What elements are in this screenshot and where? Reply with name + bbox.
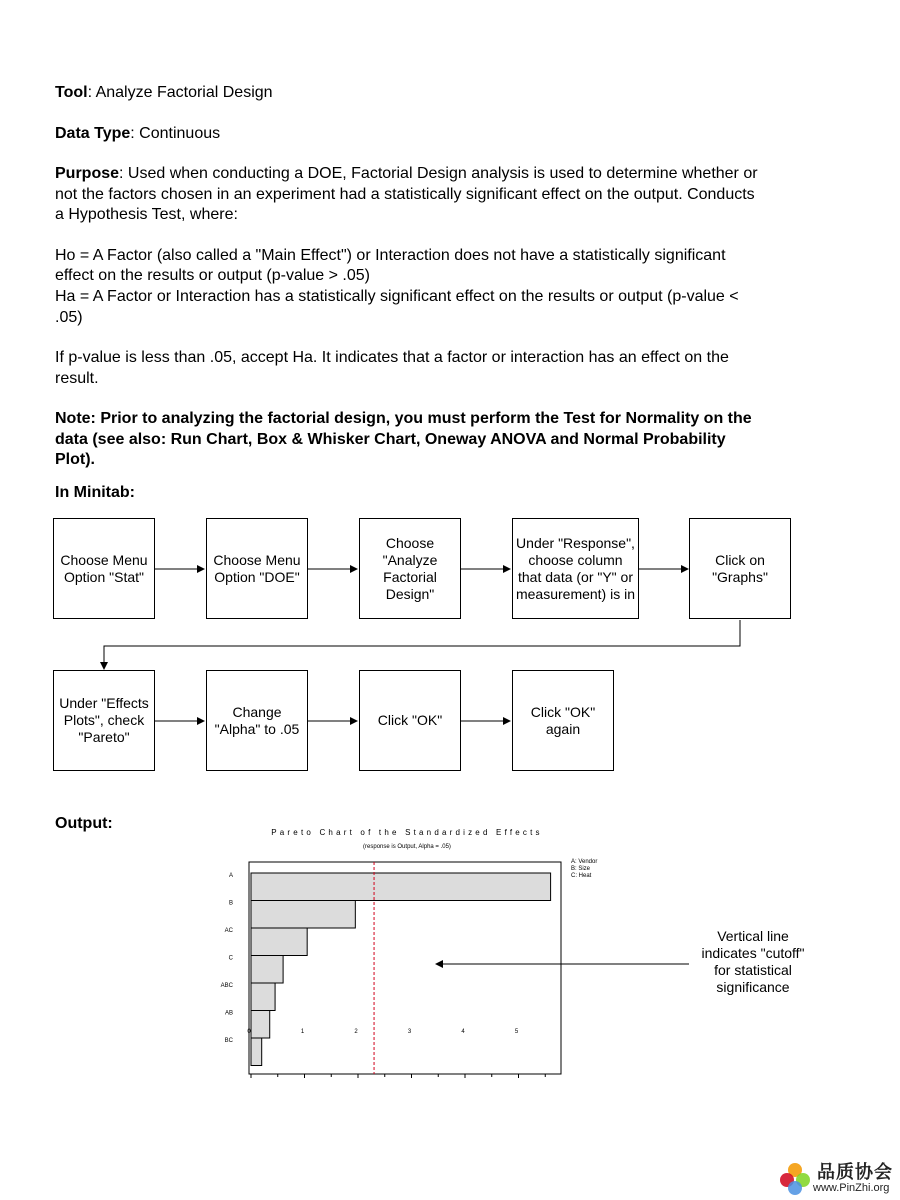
flow-step-alpha-label: Change "Alpha" to .05 <box>214 703 300 737</box>
pinzhi-logo <box>777 1158 895 1198</box>
annotation-line3: for statistical <box>714 962 792 978</box>
flow-step-doe-label: Choose Menu Option "DOE" <box>213 551 301 585</box>
category-label-ac: AC <box>224 928 233 934</box>
pareto-bar-bc <box>251 1038 262 1066</box>
pareto-bar-ac <box>251 928 307 956</box>
purpose-line3: a Hypothesis Test, where: <box>55 206 238 223</box>
flow-step-graphs-label: Click on "Graphs" <box>712 551 768 585</box>
note-line2: data (see also: Run Chart, Box & Whisker Chart, Oneway ANOVA and Normal Probability <box>55 431 726 448</box>
x-tick-label-3: 3 <box>407 1029 412 1035</box>
category-label-b: B <box>228 900 233 907</box>
annotation-line4: significance <box>716 979 790 995</box>
logo-url-text: www.PinZhi.org <box>813 1182 890 1194</box>
tool-label: Tool <box>55 84 88 101</box>
purpose-label: Purpose <box>55 165 120 182</box>
flow-step-ok-again-label: Click "OK" again <box>530 703 596 737</box>
annotation-line2: indicates "cutoff" <box>701 945 805 961</box>
legend-entry-a: A: Vendor <box>571 859 598 865</box>
tool-value: : Analyze Factorial Design <box>87 84 273 101</box>
legend-entry-b: B: Size <box>571 866 591 872</box>
datatype-value: : Continuous <box>130 125 221 142</box>
x-tick-label-5: 5 <box>514 1029 519 1035</box>
cutoff-annotation <box>693 928 813 996</box>
flow-step-ok-label: Click "OK" <box>377 712 443 728</box>
note-line3: Plot). <box>55 451 95 468</box>
purpose-text1: : Used when conducting a DOE, Factorial Design analysis is used to determine whether or <box>119 165 758 182</box>
flow-step-response-label: Under "Response", choose column that data (or "Y" or measurement) is in <box>515 534 636 602</box>
if-line2: result. <box>55 370 99 387</box>
ho-line2: effect on the results or output (p-value > .05) <box>55 267 370 284</box>
ha-line1: Ha = A Factor or Interaction has a statistically significant effect on the results or output (p-value < <box>55 288 739 305</box>
output-heading: Output: <box>55 815 113 832</box>
pareto-bar-ab <box>251 1011 270 1039</box>
category-label-a: A <box>228 873 233 879</box>
category-label-ab: AB <box>224 1010 233 1017</box>
flow-step-analyze-label: Choose "Analyze Factorial Design" <box>382 534 438 602</box>
purpose-line2: not the factors chosen in an experiment had a statistically significant effect on the output. Conducts <box>55 186 755 203</box>
x-tick-label-1: 1 <box>300 1029 305 1035</box>
flower-logo-icon <box>777 1160 813 1196</box>
if-line1: If p-value is less than .05, accept Ha. It indicates that a factor or interaction has an effect on the <box>55 349 729 366</box>
minitab-heading: In Minitab: <box>55 484 135 501</box>
category-label-bc: BC <box>224 1038 233 1044</box>
chart-subtitle: (response is Output, Alpha = .05) <box>363 844 451 850</box>
datatype-label: Data Type <box>55 125 131 142</box>
x-tick-label-4: 4 <box>461 1029 465 1035</box>
pareto-bar-abc <box>251 983 275 1011</box>
flow-step-stat-label: Choose Menu Option "Stat" <box>60 551 148 585</box>
ho-line1: Ho = A Factor (also called a "Main Effect") or Interaction does not have a statistically significant <box>55 247 726 264</box>
pareto-bar-c <box>251 956 283 984</box>
legend-entry-c: C: Heat <box>571 873 592 879</box>
category-label-c: C <box>228 955 233 962</box>
x-tick-label-0: 0 <box>247 1029 251 1035</box>
pareto-bar-b <box>251 901 355 929</box>
pareto-bar-a <box>251 873 551 901</box>
ha-line2: .05) <box>55 309 83 326</box>
logo-cn-text: 品质协会 <box>817 1162 893 1182</box>
note-line1: Note: Prior to analyzing the factorial design, you must perform the Test for Normality on the <box>55 410 752 427</box>
x-tick-label-2: 2 <box>354 1029 358 1035</box>
flow-step-pareto-label: Under "Effects Plots", check "Pareto" <box>59 695 149 745</box>
chart-title: Pareto Chart of the Standardized Effects <box>271 828 543 837</box>
category-label-abc: ABC <box>220 983 233 989</box>
annotation-line1: Vertical line <box>717 928 789 944</box>
